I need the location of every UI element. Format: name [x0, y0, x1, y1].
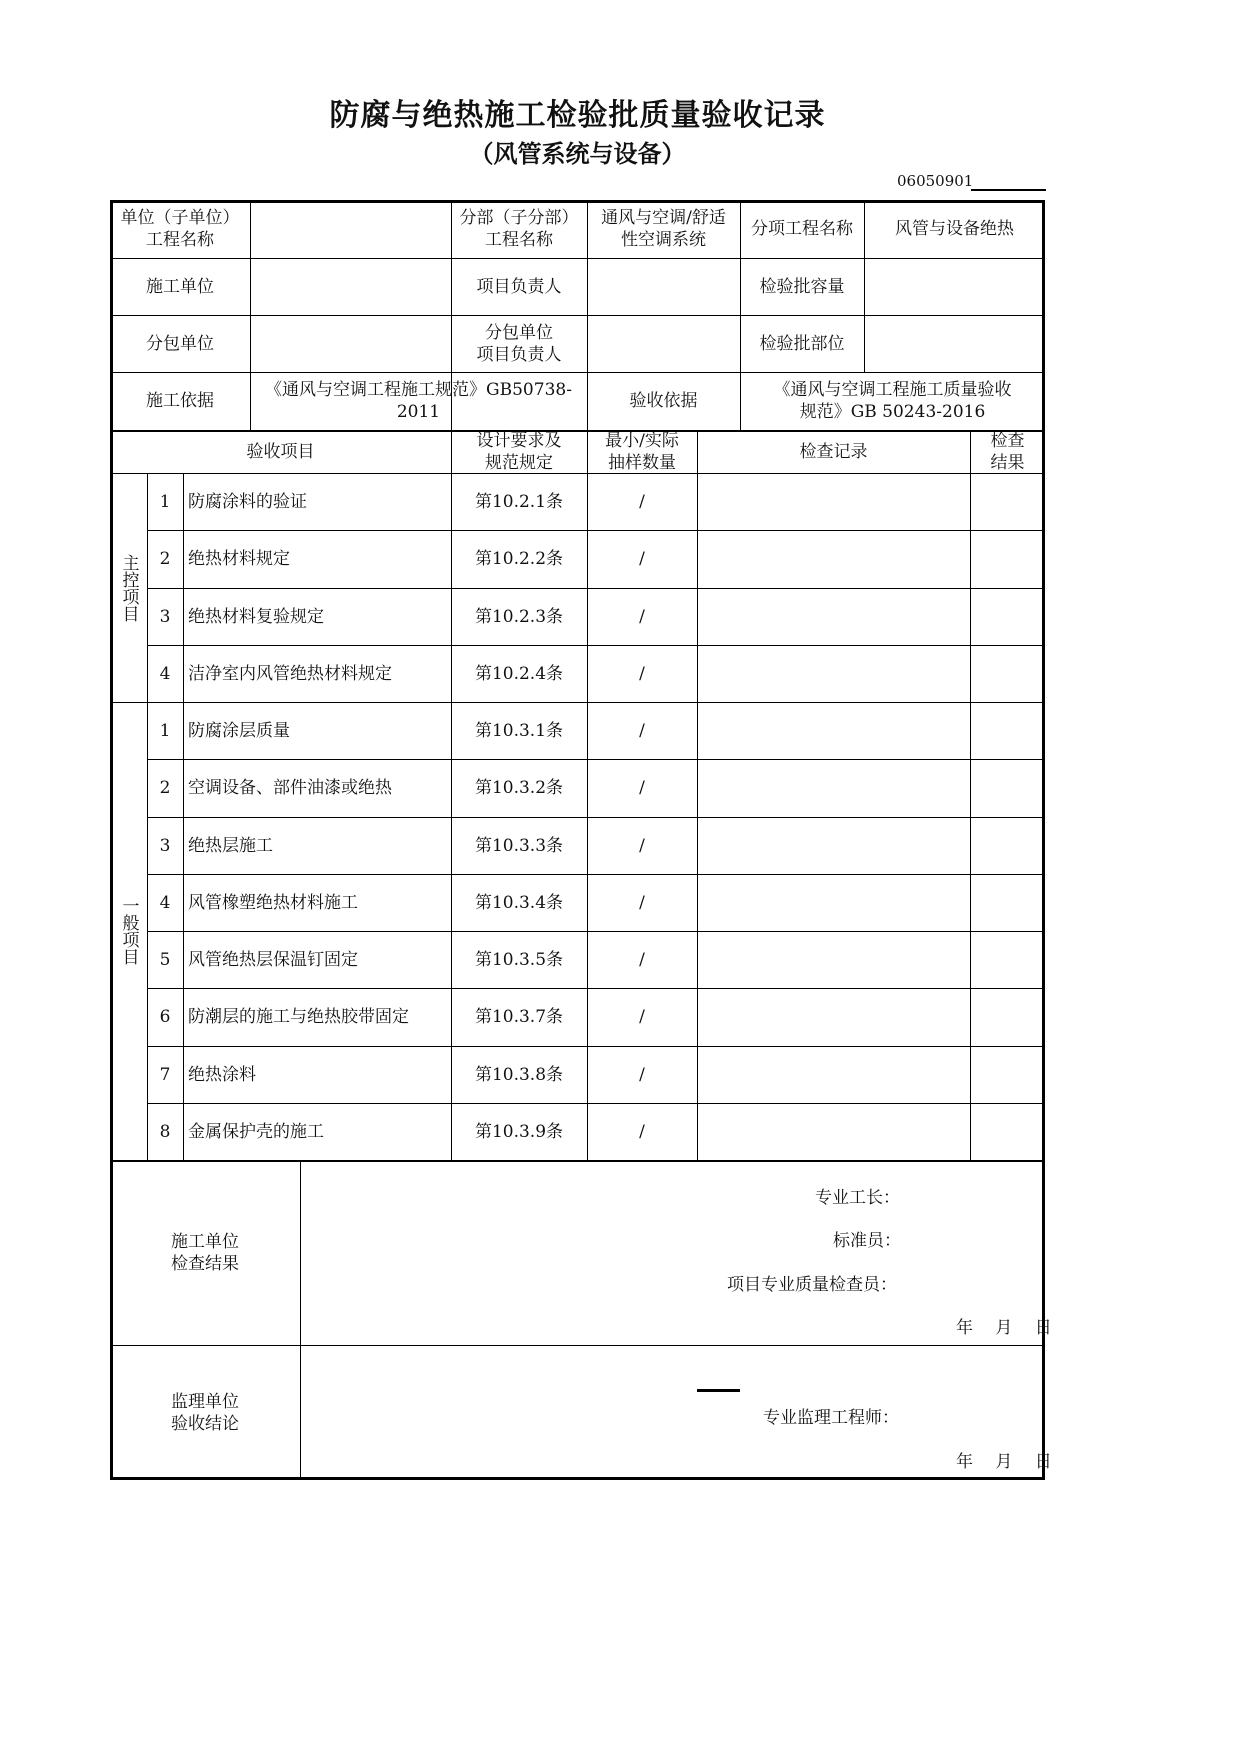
item-check-result [970, 874, 1045, 931]
sub-project-manager-label: 分包单位 项目负责人 [476, 322, 562, 365]
col-header-sample: 最小/实际 抽样数量 [605, 430, 679, 473]
item-check-result [970, 931, 1045, 988]
item-sample-count: / [639, 1064, 645, 1085]
contractor-value [250, 258, 451, 315]
item-sample-count: / [639, 1121, 645, 1142]
batch-location-value [864, 315, 1045, 372]
item-check-result [970, 530, 1045, 587]
item-name: 绝热层施工 [188, 835, 273, 856]
supervision-date: 年 月 日 [956, 1452, 1052, 1472]
item-name: 防腐涂层质量 [188, 720, 290, 741]
col-header-design: 设计要求及 规范规定 [476, 430, 562, 473]
construction-basis-label: 施工依据 [146, 391, 214, 411]
item-number: 3 [159, 835, 171, 856]
page-subtitle: （风管系统与设备） [469, 140, 686, 168]
item-sample-count: / [639, 663, 645, 684]
item-number: 2 [159, 777, 171, 798]
item-sample-count: / [639, 835, 645, 856]
item-check-result [970, 1046, 1045, 1103]
item-sample-count: / [639, 548, 645, 569]
item-check-record [697, 988, 970, 1045]
item-name: 风管橡塑绝热材料施工 [188, 892, 358, 913]
form-code: 06050901 [897, 172, 974, 190]
item-number: 4 [159, 663, 171, 684]
item-clause: 第10.3.4条 [474, 892, 564, 913]
item-check-record [697, 530, 970, 587]
construction-basis-value: 《通风与空调工程施工规范》GB50738- 2011 [265, 380, 572, 422]
item-name: 绝热材料规定 [188, 548, 290, 569]
item-name: 空调设备、部件油漆或绝热 [188, 777, 392, 798]
unit-name-value [250, 200, 451, 258]
item-number: 5 [159, 949, 171, 970]
contractor-check-label: 施工单位 检查结果 [171, 1231, 239, 1274]
foreman-signature-label: 专业工长： [815, 1188, 900, 1208]
subitem-value: 风管与设备绝热 [895, 219, 1014, 239]
item-check-record [697, 817, 970, 874]
contractor-label: 施工单位 [146, 276, 214, 297]
contractor-check-date: 年 月 日 [956, 1318, 1052, 1338]
item-clause: 第10.3.3条 [474, 835, 564, 856]
batch-location-label: 检验批部位 [759, 333, 845, 354]
item-clause: 第10.3.9条 [474, 1121, 564, 1142]
item-check-record [697, 645, 970, 702]
item-clause: 第10.3.5条 [474, 949, 564, 970]
item-sample-count: / [639, 1006, 645, 1027]
item-clause: 第10.3.2条 [474, 777, 564, 798]
item-number: 7 [159, 1064, 171, 1085]
item-name: 绝热材料复验规定 [188, 606, 324, 627]
item-sample-count: / [639, 777, 645, 798]
item-check-result [970, 473, 1045, 530]
item-check-result [970, 988, 1045, 1045]
batch-capacity-value [864, 258, 1045, 315]
col-header-item: 验收项目 [246, 441, 315, 462]
item-name: 金属保护壳的施工 [188, 1121, 324, 1142]
item-check-record [697, 759, 970, 816]
unit-name-label: 单位（子单位） 工程名称 [120, 208, 240, 250]
subcontractor-label: 分包单位 [146, 333, 214, 354]
item-name: 洁净室内风管绝热材料规定 [188, 663, 392, 684]
item-check-result [970, 759, 1045, 816]
item-number: 1 [159, 720, 171, 741]
item-clause: 第10.2.2条 [474, 548, 564, 569]
item-check-result [970, 588, 1045, 645]
item-check-record [697, 931, 970, 988]
item-check-result [970, 645, 1045, 702]
subcontractor-value [250, 315, 451, 372]
main-control-group-label: 主控项目 [118, 553, 139, 622]
item-number: 4 [159, 892, 171, 913]
subdivision-value: 通风与空调/舒适 性空调系统 [601, 208, 726, 250]
supervising-engineer-signature-label: 专业监理工程师： [763, 1408, 899, 1428]
item-clause: 第10.3.7条 [474, 1006, 564, 1027]
item-number: 1 [159, 491, 171, 512]
item-sample-count: / [639, 949, 645, 970]
col-header-result: 检查 结果 [990, 430, 1025, 473]
acceptance-basis-label: 验收依据 [629, 391, 698, 411]
item-check-record [697, 702, 970, 759]
sub-project-manager-value [587, 315, 740, 372]
col-header-record: 检查记录 [799, 441, 868, 462]
item-sample-count: / [639, 892, 645, 913]
item-name: 绝热涂料 [188, 1064, 256, 1085]
item-name: 防潮层的施工与绝热胶带固定 [188, 1006, 409, 1027]
batch-capacity-label: 检验批容量 [759, 276, 845, 297]
subitem-label: 分项工程名称 [751, 219, 853, 239]
item-check-result [970, 1103, 1045, 1160]
item-number: 6 [159, 1006, 171, 1027]
item-number: 3 [159, 606, 171, 627]
general-group-label: 一般项目 [118, 897, 139, 965]
page-title: 防腐与绝热施工检验批质量验收记录 [329, 98, 826, 133]
item-check-result [970, 702, 1045, 759]
project-manager-value [587, 258, 740, 315]
item-clause: 第10.3.8条 [474, 1064, 564, 1085]
item-clause: 第10.2.3条 [474, 606, 564, 627]
item-check-record [697, 874, 970, 931]
acceptance-basis-value: 《通风与空调工程施工质量验收 规范》GB 50243-2016 [773, 380, 1012, 422]
item-clause: 第10.3.1条 [474, 720, 564, 741]
item-check-record [697, 1103, 970, 1160]
item-sample-count: / [639, 491, 645, 512]
standard-officer-signature-label: 标准员： [833, 1231, 901, 1251]
quality-inspector-signature-label: 项目专业质量检查员： [727, 1275, 897, 1295]
item-clause: 第10.2.4条 [474, 663, 564, 684]
item-check-record [697, 1046, 970, 1103]
item-name: 防腐涂料的验证 [188, 491, 307, 512]
item-clause: 第10.2.1条 [474, 491, 564, 512]
subdivision-label: 分部（子分部） 工程名称 [459, 208, 579, 250]
item-check-record [697, 588, 970, 645]
item-number: 8 [159, 1121, 171, 1142]
supervision-conclusion-label: 监理单位 验收结论 [171, 1391, 239, 1434]
item-name: 风管绝热层保温钉固定 [188, 949, 358, 970]
item-check-record [697, 473, 970, 530]
item-number: 2 [159, 548, 171, 569]
item-sample-count: / [639, 606, 645, 627]
item-check-result [970, 817, 1045, 874]
item-sample-count: / [639, 720, 645, 741]
project-manager-label: 项目负责人 [476, 276, 562, 297]
form-code-suffix-line [971, 189, 1046, 191]
